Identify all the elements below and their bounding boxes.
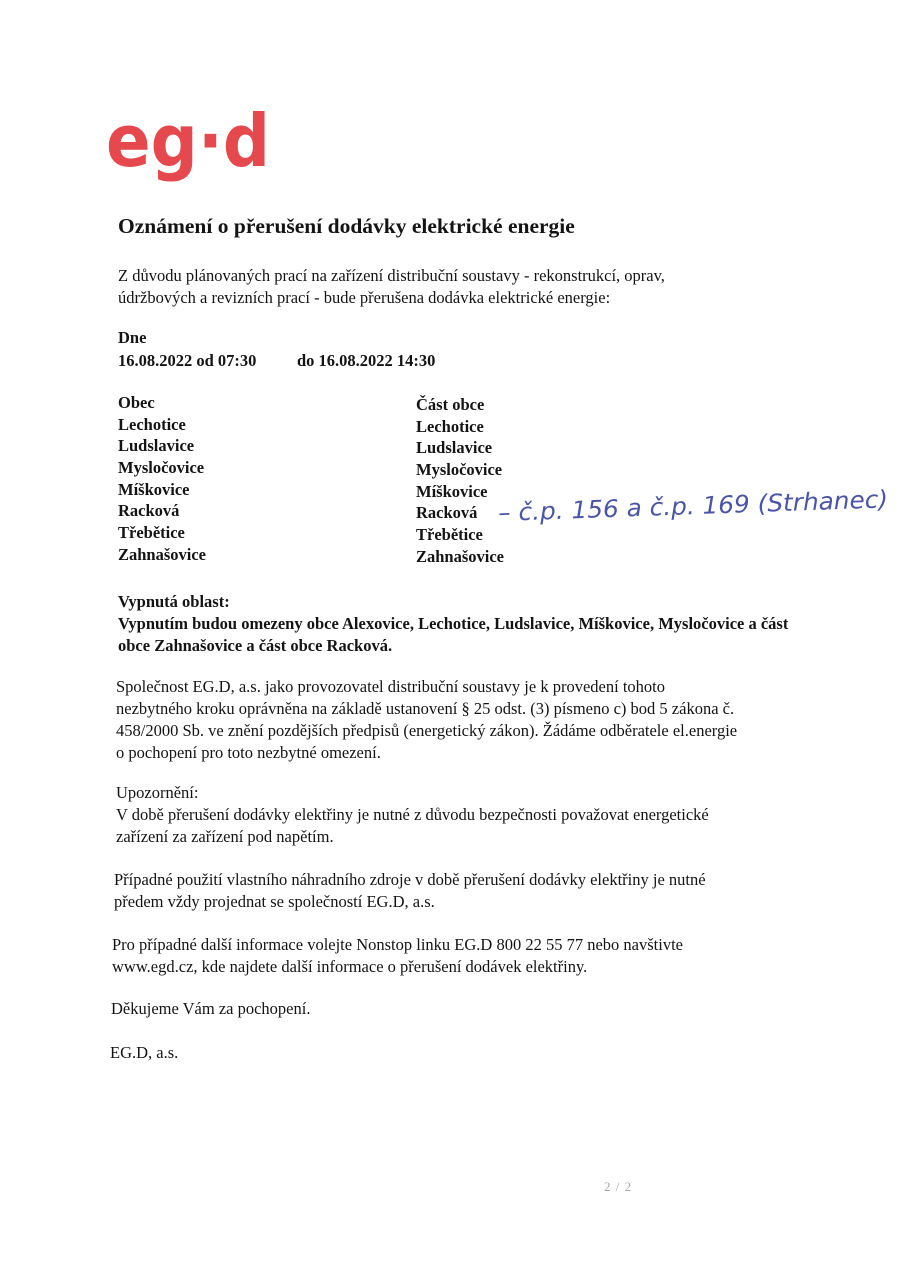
- legal-line: 458/2000 Sb. ve znění pozdějších předpisů (energetický zákon). Žádáme odběratele el.energie: [116, 721, 738, 740]
- info-paragraph: [112, 934, 683, 978]
- logo-text: eg·d: [106, 99, 270, 183]
- area-line: obce Zahnašovice a část obce Racková.: [118, 636, 393, 655]
- warning-line: zařízení za zařízení pod napětím.: [116, 827, 334, 846]
- info-line: www.egd.cz, kde najdete další informace o přerušení dodávek elektřiny.: [112, 957, 588, 976]
- page-title: Oznámení o přerušení dodávky elektrické energie: [118, 214, 575, 238]
- obec-column: [118, 392, 206, 566]
- legal-line: o pochopení pro toto nezbytné omezení.: [116, 743, 381, 762]
- obec-item: Mysločovice: [118, 458, 205, 478]
- date-to: do 16.08.2022 14:30: [297, 351, 436, 370]
- warning-label: Upozornění:: [116, 783, 199, 802]
- egd-logo: [106, 96, 276, 186]
- obec-item: Míškovice: [118, 479, 190, 499]
- obec-item: Ludslavice: [118, 436, 195, 456]
- intro-paragraph: [118, 265, 665, 309]
- backup-line: předem vždy projednat se společností EG.D, a.s.: [114, 892, 435, 911]
- legal-line: Společnost EG.D, a.s. jako provozovatel distribuční soustavy je k provedení tohoto: [116, 677, 665, 696]
- warning-block: [116, 782, 709, 848]
- handwritten-note-text: – č.p. 156 a č.p. 169 (Strhanec): [497, 485, 877, 527]
- intro-line: údržbových a revizních prací - bude přerušena dodávka elektrické energie:: [118, 288, 611, 307]
- warning-line: V době přerušení dodávky elektřiny je nutné z důvodu bezpečnosti považovat energetické: [116, 805, 709, 824]
- signature: EG.D, a.s.: [110, 1043, 179, 1062]
- cast-obce-column: [416, 394, 504, 568]
- obec-header: Obec: [118, 393, 155, 412]
- cast-obce-item: Zahnašovice: [416, 546, 505, 566]
- obec-item: Racková: [118, 501, 180, 521]
- legal-line: nezbytného kroku oprávněna na základě ustanovení § 25 odst. (3) písmeno c) bod 5 zákona č.: [116, 699, 735, 718]
- cast-obce-item: Lechotice: [416, 416, 484, 436]
- legal-paragraph: [116, 676, 737, 764]
- date-label: Dne: [118, 328, 147, 347]
- backup-paragraph: [114, 869, 706, 913]
- page-number: 2 / 2: [604, 1179, 633, 1194]
- cast-obce-item: Mysločovice: [416, 460, 503, 480]
- area-block: [118, 591, 788, 657]
- area-label: Vypnutá oblast:: [118, 592, 230, 611]
- thanks-text: Děkujeme Vám za pochopení.: [111, 999, 311, 1018]
- cast-obce-header: Část obce: [416, 395, 485, 414]
- cast-obce-item: Ludslavice: [416, 438, 493, 458]
- area-line: Vypnutím budou omezeny obce Alexovice, Lechotice, Ludslavice, Míškovice, Mysločovice a část: [118, 614, 789, 633]
- cast-obce-item: Třebětice: [416, 525, 483, 545]
- obec-item: Lechotice: [118, 414, 186, 434]
- cast-obce-item: Míškovice: [416, 481, 488, 501]
- backup-line: Případné použití vlastního náhradního zdroje v době přerušení dodávky elektřiny je nutné: [114, 870, 706, 889]
- date-from: 16.08.2022 od 07:30: [118, 351, 257, 370]
- obec-item: Zahnašovice: [118, 544, 207, 564]
- obec-item: Třebětice: [118, 523, 185, 543]
- cast-obce-item: Racková: [416, 503, 478, 523]
- intro-line: Z důvodu plánovaných prací na zařízení distribuční soustavy - rekonstrukcí, oprav,: [118, 266, 665, 285]
- handwritten-note: [496, 478, 896, 528]
- info-line: Pro případné další informace volejte Nonstop linku EG.D 800 22 55 77 nebo navštivte: [112, 935, 683, 954]
